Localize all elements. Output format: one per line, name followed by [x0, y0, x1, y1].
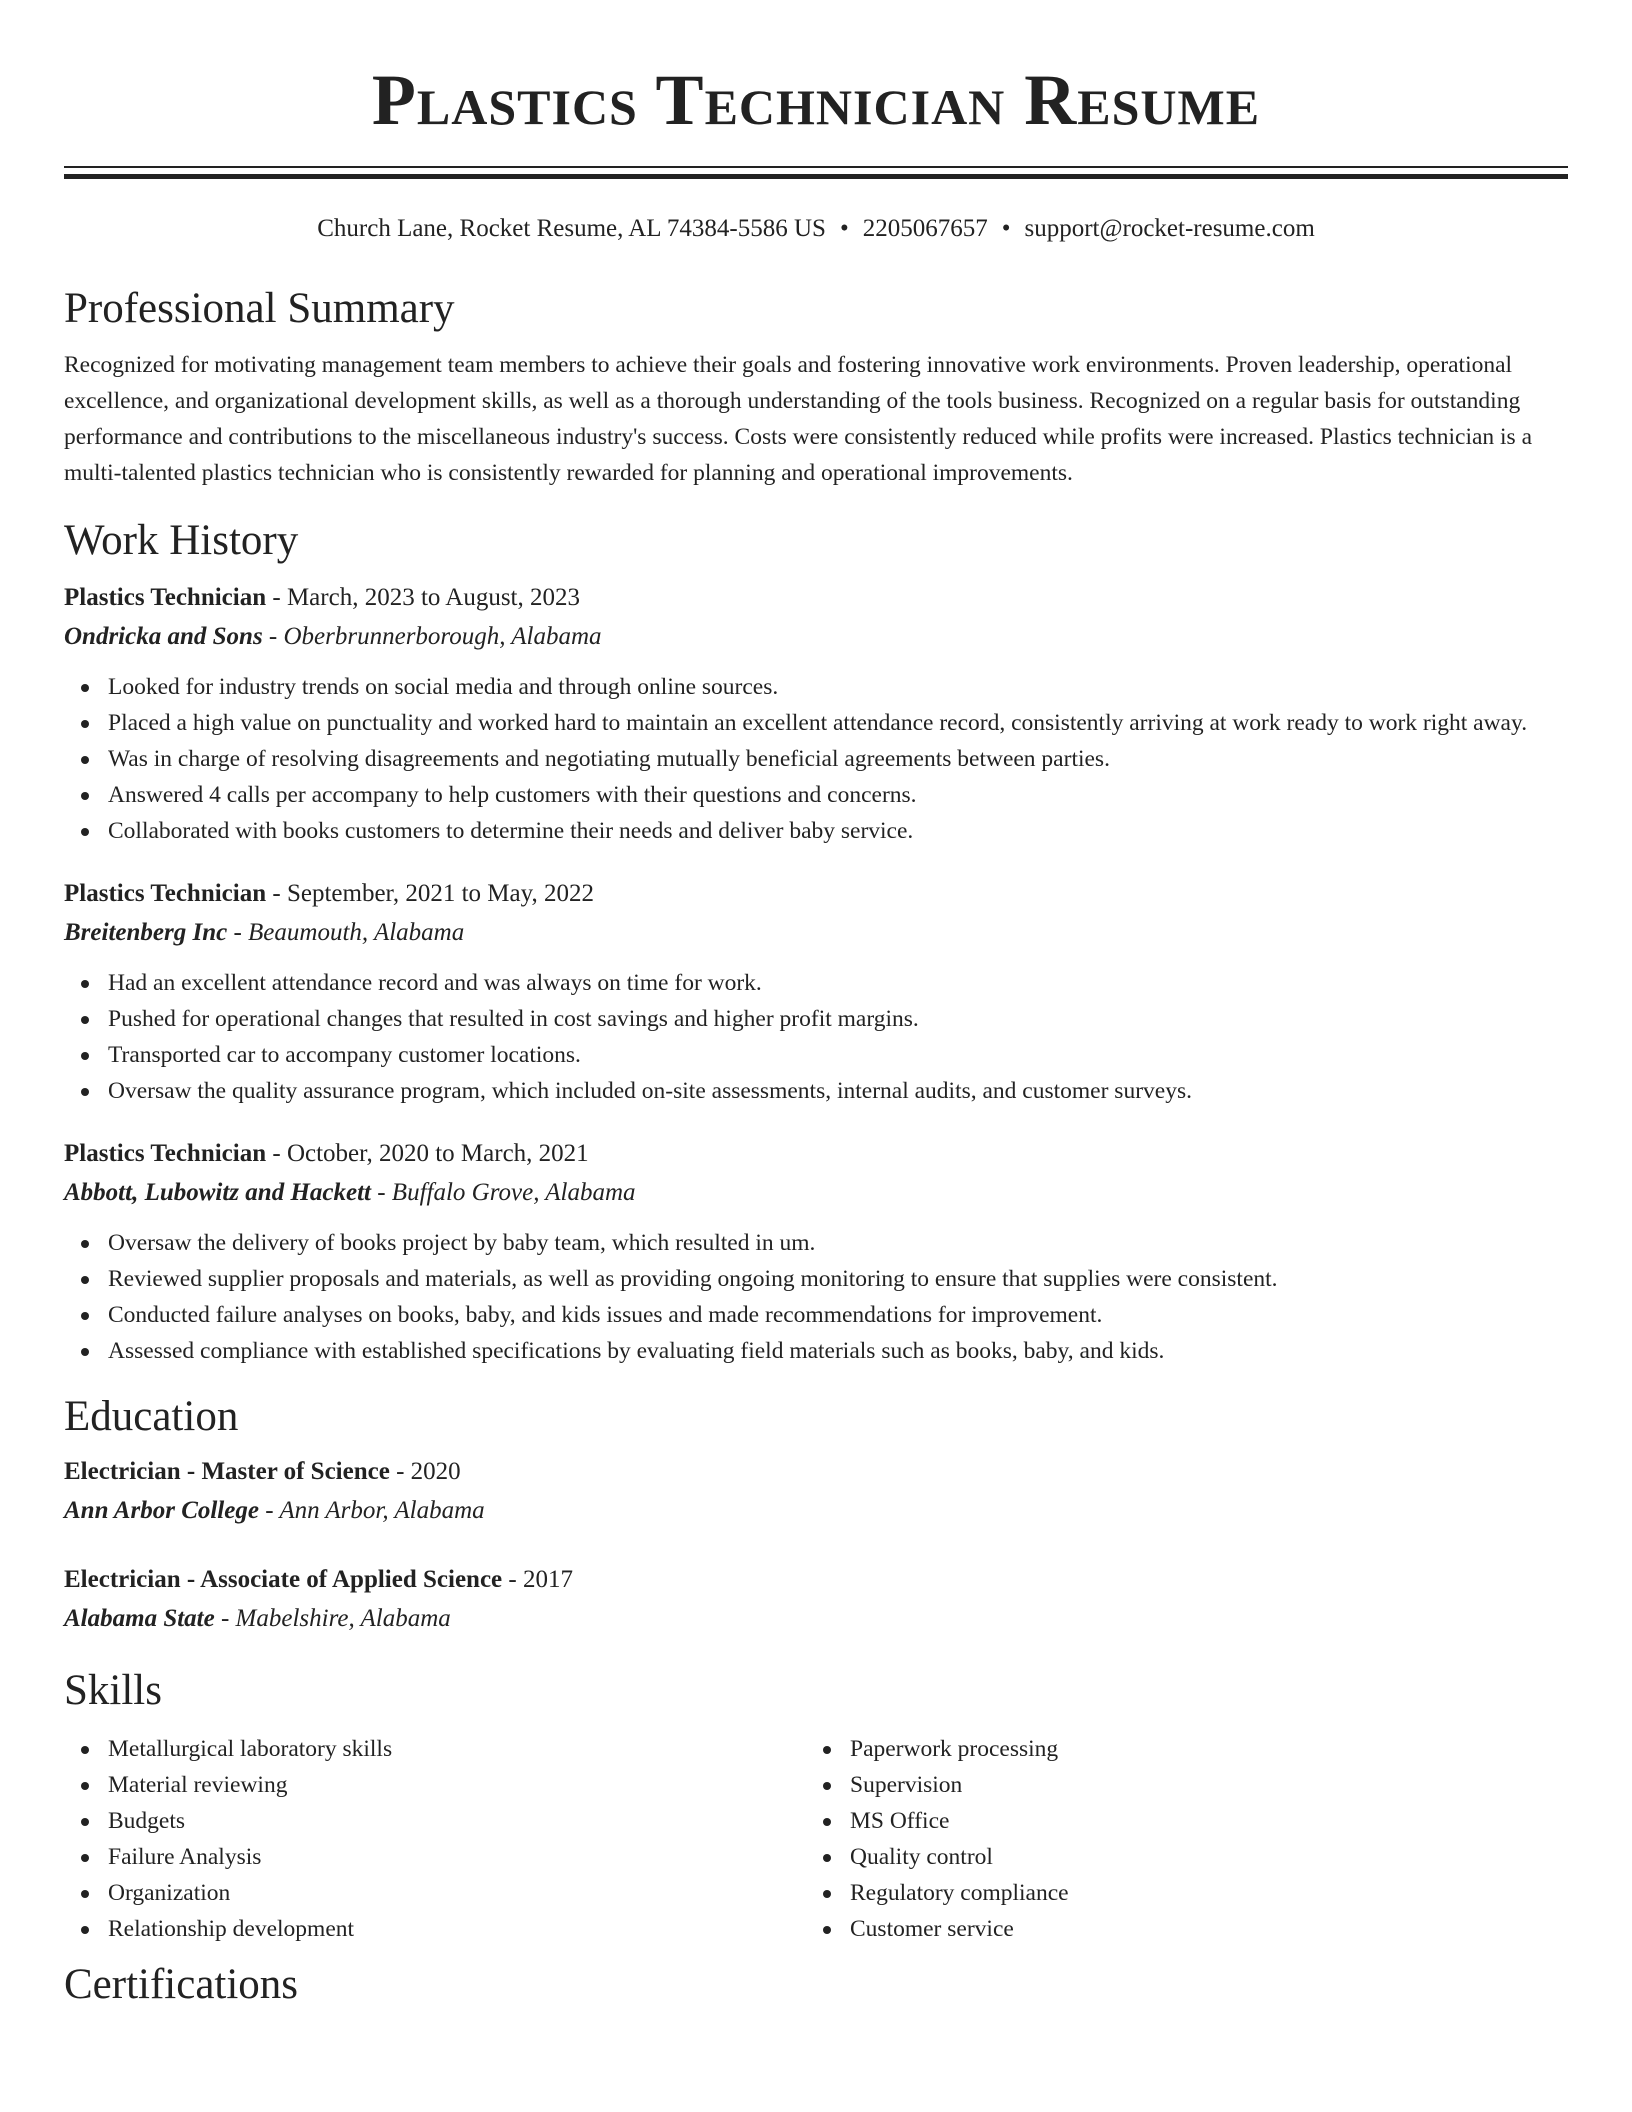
list-item: Placed a high value on punctuality and worked hard to maintain an excellent attendance record, consistently arriving at work ready to work right away.	[64, 705, 1568, 741]
skill-item: Material reviewing	[64, 1767, 806, 1803]
job-entry	[64, 1135, 1568, 1369]
certifications-heading: Certifications	[64, 1961, 299, 2008]
contact-phone: 2205067657	[862, 215, 988, 242]
resume-page	[64, 0, 1568, 2011]
job-company-line	[64, 617, 1568, 657]
job-title: Plastics Technician	[64, 1140, 267, 1167]
list-item: Conducted failure analyses on books, baby, and kids issues and made recommendations for improvement.	[64, 1297, 1568, 1333]
job-title-line	[64, 579, 1568, 617]
education-heading: Education	[64, 1393, 239, 1440]
list-item: Had an excellent attendance record and was always on time for work.	[64, 965, 1568, 1001]
skill-item: Metallurgical laboratory skills	[64, 1731, 806, 1767]
summary-heading: Professional Summary	[64, 285, 455, 332]
page-title: Plastics Technician Resume	[371, 60, 1261, 140]
education-entry	[64, 1561, 1568, 1639]
list-item: Transported car to accompany customer locations.	[64, 1037, 1568, 1073]
skill-item: Customer service	[806, 1911, 1548, 1947]
education-entry	[64, 1453, 1568, 1531]
job-company-line	[64, 913, 1568, 953]
degree-year: - 2017	[502, 1566, 573, 1593]
skills-grid	[64, 1731, 1568, 1947]
skill-item: Paperwork processing	[806, 1731, 1548, 1767]
work-history-heading: Work History	[64, 517, 299, 564]
job-location: - Beaumouth, Alabama	[227, 919, 465, 946]
work-history-section	[64, 515, 1568, 1369]
skills-heading: Skills	[64, 1667, 162, 1714]
list-item: Collaborated with books customers to determine their needs and deliver baby service.	[64, 813, 1568, 849]
job-title-line	[64, 1135, 1568, 1173]
job-bullets	[64, 669, 1568, 849]
school-location: - Ann Arbor, Alabama	[258, 1497, 485, 1524]
skill-item: MS Office	[806, 1803, 1548, 1839]
degree: Electrician - Associate of Applied Science	[64, 1566, 503, 1593]
list-item: Reviewed supplier proposals and materials, as well as providing ongoing monitoring to ensure that supplies were consistent.	[64, 1261, 1568, 1297]
job-title: Plastics Technician	[64, 584, 267, 611]
list-item: Oversaw the quality assurance program, which included on-site assessments, internal audits, and customer surveys.	[64, 1073, 1568, 1109]
job-dates: - October, 2020 to March, 2021	[266, 1140, 589, 1167]
job-dates: - March, 2023 to August, 2023	[266, 584, 580, 611]
skills-section	[64, 1665, 1568, 1947]
job-bullets	[64, 965, 1568, 1109]
contact-separator: •	[839, 215, 849, 242]
skill-item: Organization	[64, 1875, 806, 1911]
school-location: - Mabelshire, Alabama	[214, 1605, 451, 1632]
job-title-line	[64, 875, 1568, 913]
education-section	[64, 1391, 1568, 1639]
school: Alabama State	[64, 1605, 215, 1632]
school: Ann Arbor College	[64, 1497, 259, 1524]
degree: Electrician - Master of Science	[64, 1458, 390, 1485]
list-item: Pushed for operational changes that resulted in cost savings and higher profit margins.	[64, 1001, 1568, 1037]
contact-email: support@rocket-resume.com	[1024, 215, 1315, 242]
job-title: Plastics Technician	[64, 880, 267, 907]
summary-section	[64, 283, 1568, 491]
job-location: - Buffalo Grove, Alabama	[370, 1179, 636, 1206]
skill-item: Quality control	[806, 1839, 1548, 1875]
skill-item: Budgets	[64, 1803, 806, 1839]
job-company: Abbott, Lubowitz and Hackett	[64, 1179, 371, 1206]
skill-item: Regulatory compliance	[806, 1875, 1548, 1911]
school-line	[64, 1599, 1568, 1639]
contact-separator: •	[1001, 215, 1011, 242]
degree-year: - 2020	[389, 1458, 461, 1485]
contact-line	[64, 213, 1568, 245]
job-company-line	[64, 1173, 1568, 1213]
list-item: Was in charge of resolving disagreements and negotiating mutually beneficial agreements between parties.	[64, 741, 1568, 777]
job-dates: - September, 2021 to May, 2022	[266, 880, 595, 907]
list-item: Looked for industry trends on social media and through online sources.	[64, 669, 1568, 705]
certifications-section	[64, 1959, 1568, 2011]
school-line	[64, 1491, 1568, 1531]
skill-item: Relationship development	[64, 1911, 806, 1947]
title-divider-thick	[64, 174, 1568, 179]
contact-address: Church Lane, Rocket Resume, AL 74384-5586 US	[317, 215, 826, 242]
job-company: Breitenberg Inc	[64, 919, 228, 946]
job-entry	[64, 579, 1568, 849]
skill-item: Failure Analysis	[64, 1839, 806, 1875]
title-divider-thin	[64, 166, 1568, 168]
job-bullets	[64, 1225, 1568, 1369]
job-company: Ondricka and Sons	[64, 623, 263, 650]
list-item: Oversaw the delivery of books project by baby team, which resulted in um.	[64, 1225, 1568, 1261]
skills-column-left	[64, 1731, 806, 1947]
job-location: - Oberbrunnerborough, Alabama	[262, 623, 602, 650]
degree-line	[64, 1561, 1568, 1599]
list-item: Assessed compliance with established specifications by evaluating field materials such as books, baby, and kids.	[64, 1333, 1568, 1369]
skill-item: Supervision	[806, 1767, 1548, 1803]
list-item: Answered 4 calls per accompany to help customers with their questions and concerns.	[64, 777, 1568, 813]
skills-column-right	[806, 1731, 1548, 1947]
degree-line	[64, 1453, 1568, 1491]
summary-text: Recognized for motivating management team members to achieve their goals and fostering innovative work environments. Proven leadership, operational excellence, and organizational development skills, as well as a thorough understanding of the tools business. Recognized on a regular basis for outstanding performance and contributions to the miscellaneous industry's success. Costs were consistently reduced while profits were increased. Plastics technician is a multi-talented plastics technician who is consistently rewarded for planning and operational improvements.	[64, 352, 1533, 486]
job-entry	[64, 875, 1568, 1109]
